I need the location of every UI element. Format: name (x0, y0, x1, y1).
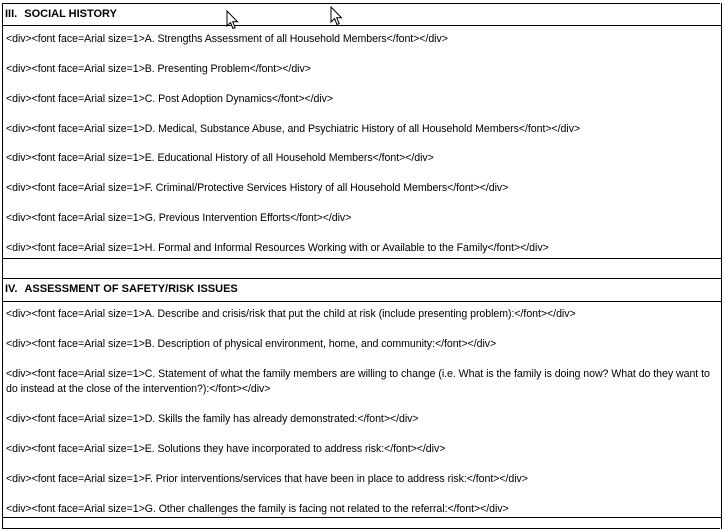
safety-risk-item-a[interactable]: <div><font face=Arial size=1>A. Describe and crisis/risk that put the child at risk (include presenting problem):</font></div> (6, 308, 576, 320)
section-header-safety-risk (3, 278, 721, 302)
social-history-item-d[interactable]: <div><font face=Arial size=1>D. Medical, Substance Abuse, and Psychiatric History of all Household Members</font></div> (6, 123, 581, 135)
social-history-item-g[interactable]: <div><font face=Arial size=1>G. Previous Intervention Efforts</font></div> (6, 212, 352, 224)
safety-risk-item-e[interactable]: <div><font face=Arial size=1>E. Solutions they have incorporated to address risk:</font></div> (6, 443, 446, 455)
section-header-social-history (3, 4, 721, 26)
social-history-item-b[interactable]: <div><font face=Arial size=1>B. Presenting Problem</font></div> (6, 63, 311, 75)
social-history-item-c[interactable]: <div><font face=Arial size=1>C. Post Adoption Dynamics</font></div> (6, 93, 334, 105)
section-title: SOCIAL HISTORY (24, 8, 117, 20)
social-history-item-f[interactable]: <div><font face=Arial size=1>F. Criminal/Protective Services History of all Household Members</font></div> (6, 182, 509, 194)
sheet-right-edge (721, 3, 722, 529)
section-divider (3, 258, 721, 259)
safety-risk-item-d[interactable]: <div><font face=Arial size=1>D. Skills the family has already demonstrated:</font></div> (6, 413, 419, 425)
arrow-cursor-icon (226, 10, 240, 30)
safety-risk-item-c[interactable]: <div><font face=Arial size=1>C. Statement of what the family members are willing to change (i.e. What is the family is doing now? What do they want to do instead at the close of the intervention?):</font></div> (6, 368, 713, 395)
safety-risk-item-b[interactable]: <div><font face=Arial size=1>B. Description of physical environment, home, and community:</font></div> (6, 338, 497, 350)
bottom-divider (3, 517, 721, 518)
social-history-item-h[interactable]: <div><font face=Arial size=1>H. Formal and Informal Resources Working with or Available to the Family</font></div> (6, 242, 549, 254)
form-sheet (2, 3, 720, 529)
section-number: IV. (5, 283, 18, 295)
safety-risk-item-f[interactable]: <div><font face=Arial size=1>F. Prior interventions/services that have been in place to address risk:</font></div> (6, 473, 528, 485)
arrow-cursor-icon (330, 6, 344, 26)
safety-risk-item-g[interactable]: <div><font face=Arial size=1>G. Other challenges the family is facing not related to the referral:</font></div> (6, 503, 509, 515)
section-number: III. (5, 8, 18, 20)
social-history-item-e[interactable]: <div><font face=Arial size=1>E. Educational History of all Household Members</font></div> (6, 152, 434, 164)
section-title: ASSESSMENT OF SAFETY/RISK ISSUES (24, 283, 238, 295)
social-history-item-a[interactable]: <div><font face=Arial size=1>A. Strengths Assessment of all Household Members</font></div> (6, 33, 448, 45)
